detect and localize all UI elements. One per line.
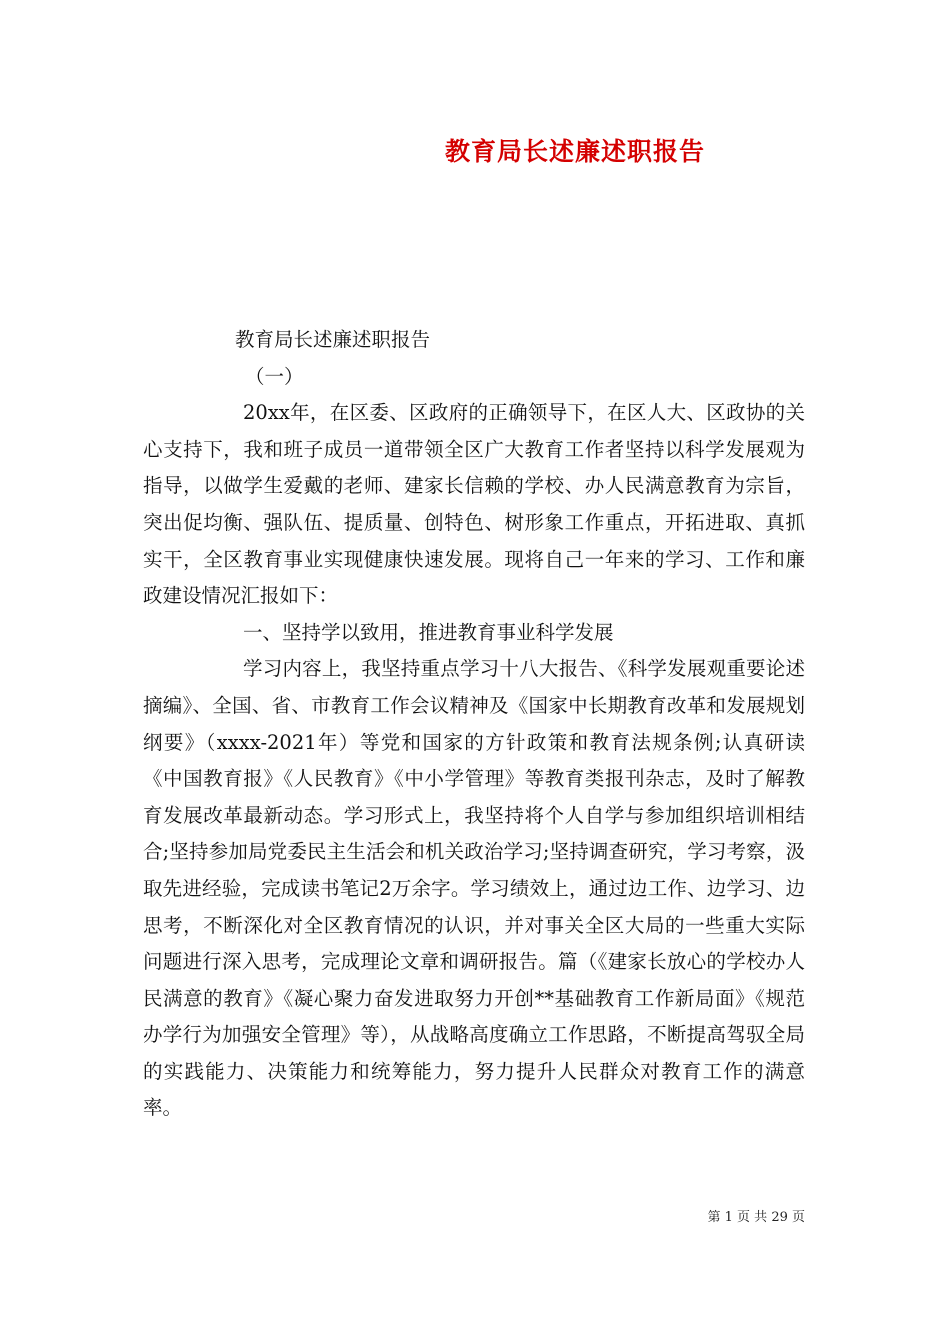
document-subtitle: 教育局长述廉述职报告 xyxy=(235,328,431,351)
paragraph-study: 学习内容上，我坚持重点学习十八大报告、《科学发展观重要论述摘编》、全国、省、市教育工作会议精神及《国家中长期教育改革和发展规划纲要》（xxxx-2021年）等党和国家的方针政策和教育法规条例;认真研读《中国教育报》《人民教育》《中小学管理》等教育类报刊杂志，及时了解教育发展改革最新动态。学习形式上，我坚持将个人自学与参加组织培训相结合;坚持参加局党委民主生活会和机关政治学习;坚持调查研究，学习考察，汲取先进经验，完成读书笔记2万余字。学习绩效上，通过边工作、边学习、边思考，不断深化对全区教育情况的认识，并对事关全区大局的一些重大实际问题进行深入思考，完成理论文章和调研报告。篇（《建家长放心的学校办人民满意的教育》《凝心聚力奋发进取努力开创**基础教育工作新局面》《规范办学行为加强安全管理》等），从战略高度确立工作思路，不断提高驾驭全局的实践能力、决策能力和统筹能力，努力提升人民群众对教育工作的满意率。 xyxy=(143,657,805,1120)
page-title: 教育局长述廉述职报告 xyxy=(444,137,705,166)
section-number: （一） xyxy=(245,364,304,388)
paragraph-intro: 20xx年，在区委、区政府的正确领导下，在区人大、区政协的关心支持下，我和班子成员一道带领全区广大教育工作者坚持以科学发展观为指导，以做学生爱戴的老师、建家长信赖的学校、办人民满意教育为宗旨，突出促均衡、强队伍、提质量、创特色、树形象工作重点，开拓进取、真抓实干，全区教育事业实现健康快速发展。现将自己一年来的学习、工作和廉政建设情况汇报如下： xyxy=(143,401,805,608)
section-heading: 一、坚持学以致用，推进教育事业科学发展 xyxy=(243,620,614,644)
document-body xyxy=(143,322,805,1127)
page-footer: 第 1 页 共 29 页 xyxy=(707,1210,805,1225)
